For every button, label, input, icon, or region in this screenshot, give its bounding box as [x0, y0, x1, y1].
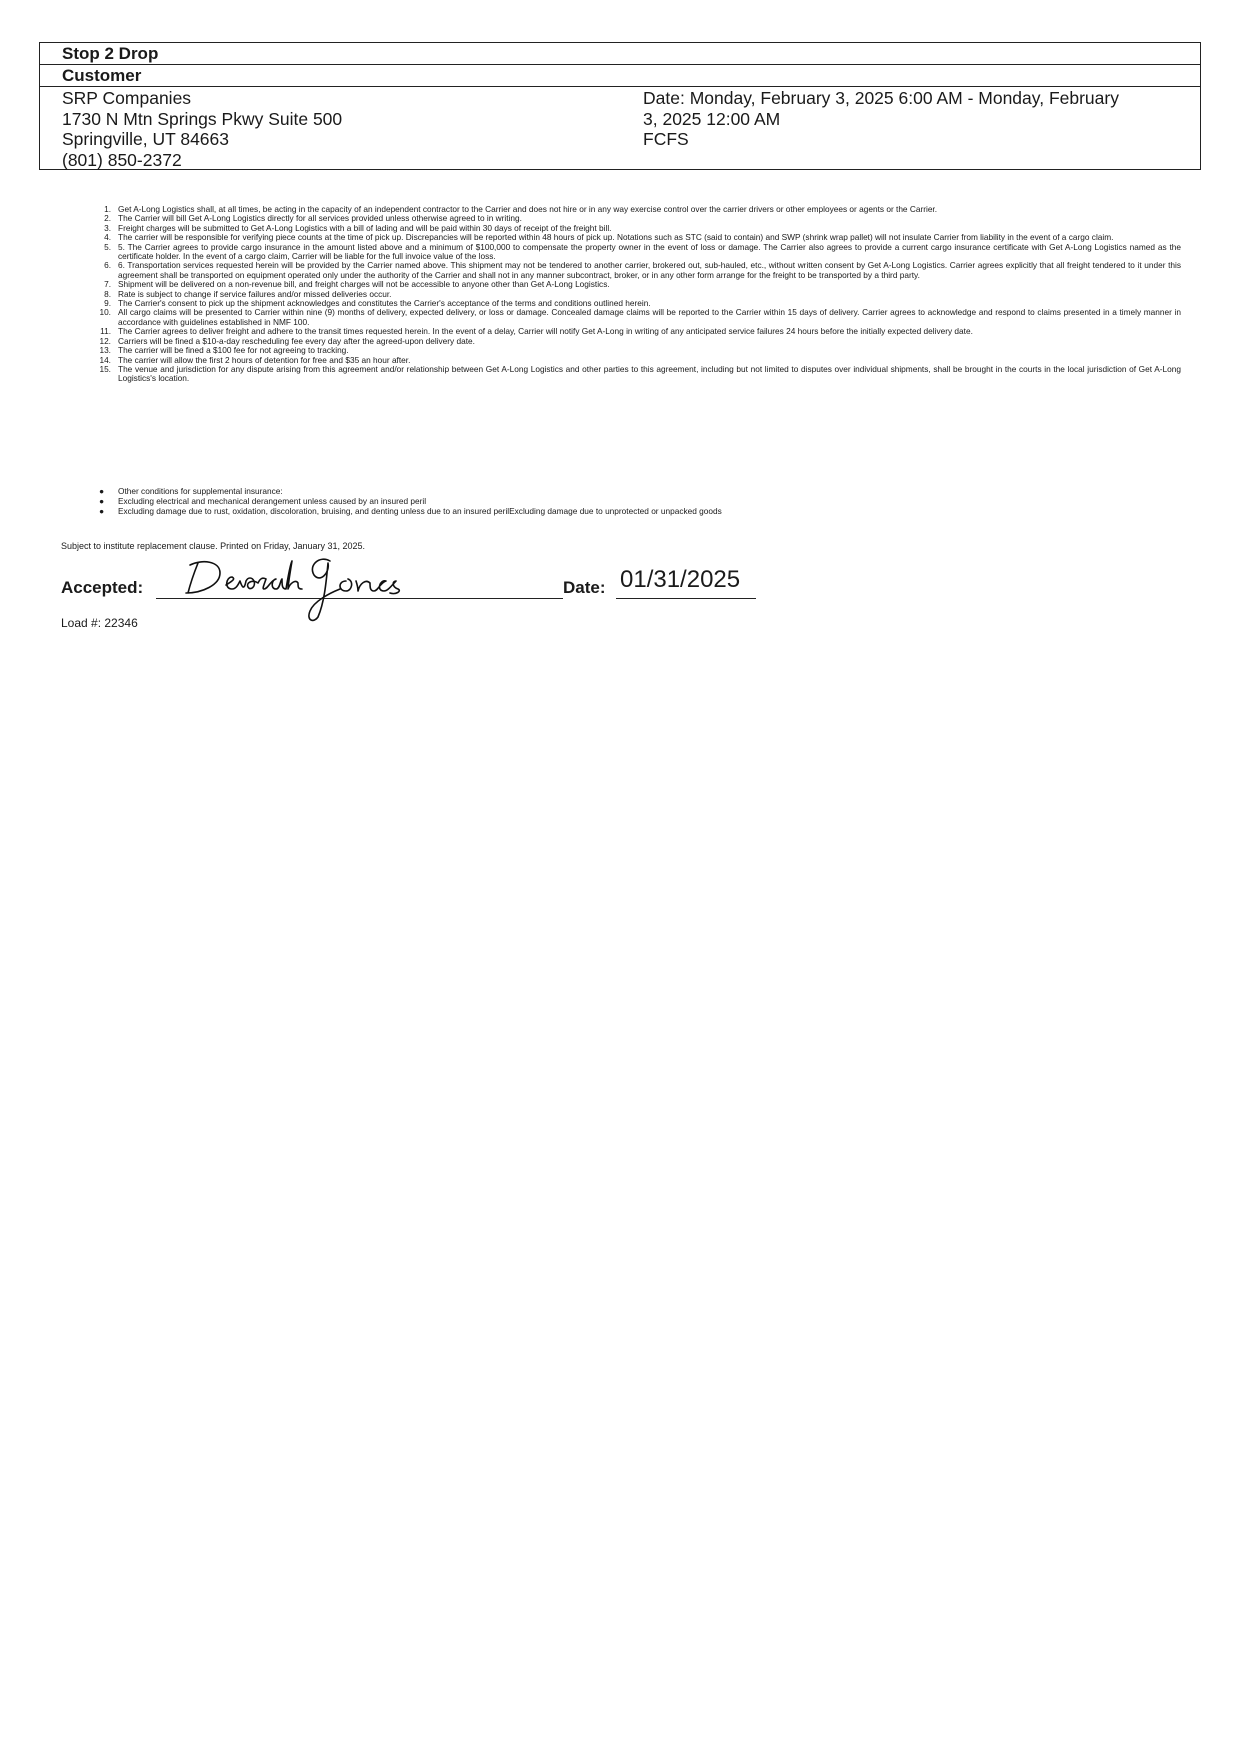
replacement-clause-note: Subject to institute replacement clause. Printed on Friday, January 31, 2025. [61, 541, 366, 551]
term-item [93, 243, 1181, 262]
term-text: Rate is subject to change if service failures and/or missed deliveries occur. [118, 288, 392, 299]
term-text: The Carrier will bill Get A-Long Logistics directly for all services provided unless otherwise agreed to in writing. [118, 213, 522, 224]
term-number: 1. [104, 204, 111, 214]
term-item [93, 365, 1181, 384]
date-line[interactable] [616, 598, 756, 599]
term-number: 6. [104, 260, 111, 271]
conditions-list [99, 486, 722, 516]
accepted-label: Accepted: [61, 578, 144, 597]
term-number: 10. [99, 307, 111, 318]
term-text: All cargo claims will be presented to Carrier within nine (9) months of delivery, expected delivery, or loss or damage. Concealed damage claims will be reported to the Carrier within 15 days of delivery. Carrier agrees to acknowledge and respond to claims presented in a timely manner in accordance with guidelines established in NMF 100. [118, 307, 1181, 327]
customer-phone: (801) 850-2372 [62, 149, 182, 170]
customer-street: 1730 N Mtn Springs Pkwy Suite 500 [62, 108, 343, 129]
condition-text: Excluding damage due to rust, oxidation, discoloration, bruising, and denting unless due to an insured perilExcluding damage due to unprotected or unpacked goods [118, 506, 722, 516]
customer-heading: Customer [40, 65, 1200, 87]
term-text: The carrier will be responsible for verifying piece counts at the time of pick up. Discrepancies will be reported within 48 hours of pick up. Notations such as STC (said to contain) and SWP (shrink wrap pallet) will not insulate Carrier from liability in the event of a cargo claim. [118, 232, 1114, 243]
customer-city: Springville, UT 84663 [62, 129, 229, 149]
signed-date: 01/31/2025 [620, 566, 741, 593]
condition-text: Excluding electrical and mechanical derangement unless caused by an insured peril [118, 496, 427, 506]
date-label: Date: [563, 578, 606, 597]
term-text: Carriers will be fined a $10-a-day rescheduling fee every day after the agreed-upon delivery date. [118, 335, 475, 346]
term-number: 3. [104, 222, 111, 233]
term-text: The Carrier agrees to deliver freight and adhere to the transit times requested herein. In the event of a delay, Carrier will notify Get A-Long in writing of any anticipated service failures 24 hours before the initially expected delivery date. [118, 326, 973, 337]
term-text: 5. The Carrier agrees to provide cargo insurance in the amount listed above and a minimum of $100,000 to compensate the property owner in the event of loss or damage. The Carrier also agrees to provide a current cargo insurance certificate with Get A-Long Logistics named as the certificate holder. In the event of a cargo claim, Carrier will be liable for the full invoice value of the loss. [118, 241, 1181, 262]
customer-address [62, 88, 342, 170]
term-number: 13. [99, 345, 111, 356]
term-text: The carrier will allow the first 2 hours of detention for free and $35 an hour after. [118, 354, 411, 365]
load-number: Load #: 22346 [61, 616, 138, 630]
bullet-icon: ● [99, 496, 105, 506]
term-number: 7. [104, 279, 111, 290]
appointment-info [643, 88, 1183, 150]
bullet-icon: ● [99, 486, 105, 496]
term-text: Freight charges will be submitted to Get A-Long Logistics with a bill of lading and will be paid within 30 days of receipt of the freight bill. [118, 222, 612, 233]
term-number: 12. [99, 335, 111, 346]
handwritten-signature [180, 555, 440, 625]
term-item [93, 308, 1181, 327]
stop-title: Stop 2 Drop [40, 43, 1200, 65]
term-number: 15. [99, 363, 111, 374]
term-number: 8. [104, 288, 111, 299]
term-number: 5. [104, 241, 111, 252]
term-number: 9. [104, 298, 111, 309]
bullet-icon: ● [99, 506, 105, 516]
terms-list [93, 205, 1181, 384]
condition-item [99, 506, 722, 516]
term-text: The carrier will be fined a $100 fee for not agreeing to tracking. [118, 345, 349, 356]
term-number: 14. [99, 354, 111, 365]
appointment-method: FCFS [643, 129, 689, 149]
term-text: The Carrier's consent to pick up the shipment acknowledges and constitutes the Carrier's acceptance of the terms and conditions outlined herein. [118, 298, 651, 309]
appointment-date-line2: 3, 2025 12:00 AM [643, 108, 781, 129]
customer-name: SRP Companies [62, 88, 192, 108]
term-text: 6. Transportation services requested herein will be provided by the Carrier named above. This shipment may not be tendered to another carrier, brokered out, sub-hauled, etc., without written consent by Get A-Long Logistics. Carrier agrees explicitly that all freight tendered to it under this agreement shall be transported on equipment operated only under the authority of the Carrier and shall not in any manner subcontract, broker, or in any other form arrange for the freight to be transported by a third party. [118, 260, 1181, 280]
term-number: 4. [104, 232, 111, 243]
customer-details [40, 87, 1200, 169]
condition-text: Other conditions for supplemental insurance: [118, 486, 283, 496]
term-text: Get A-Long Logistics shall, at all times, be acting in the capacity of an independent contractor to the Carrier and does not hire or in any way exercise control over the carrier drivers or other employees or agents or the Carrier. [118, 204, 938, 214]
term-number: 2. [104, 213, 111, 224]
condition-item [99, 486, 722, 496]
appointment-date-line1: Date: Monday, February 3, 2025 6:00 AM - Monday, February [643, 88, 1119, 108]
term-number: 11. [100, 326, 111, 337]
term-item [93, 261, 1181, 280]
term-text: The venue and jurisdiction for any dispute arising from this agreement and/or relationship between Get A-Long Logistics and other parties to this agreement, including but not limited to disputes over individual shipments, shall be brought in the courts in the local jurisdiction of Get A-Long Logistics's location. [118, 363, 1181, 384]
term-text: Shipment will be delivered on a non-revenue bill, and freight charges will not be accessible to anyone other than Get A-Long Logistics. [118, 279, 610, 290]
condition-item [99, 496, 722, 506]
stop-table [39, 42, 1201, 170]
